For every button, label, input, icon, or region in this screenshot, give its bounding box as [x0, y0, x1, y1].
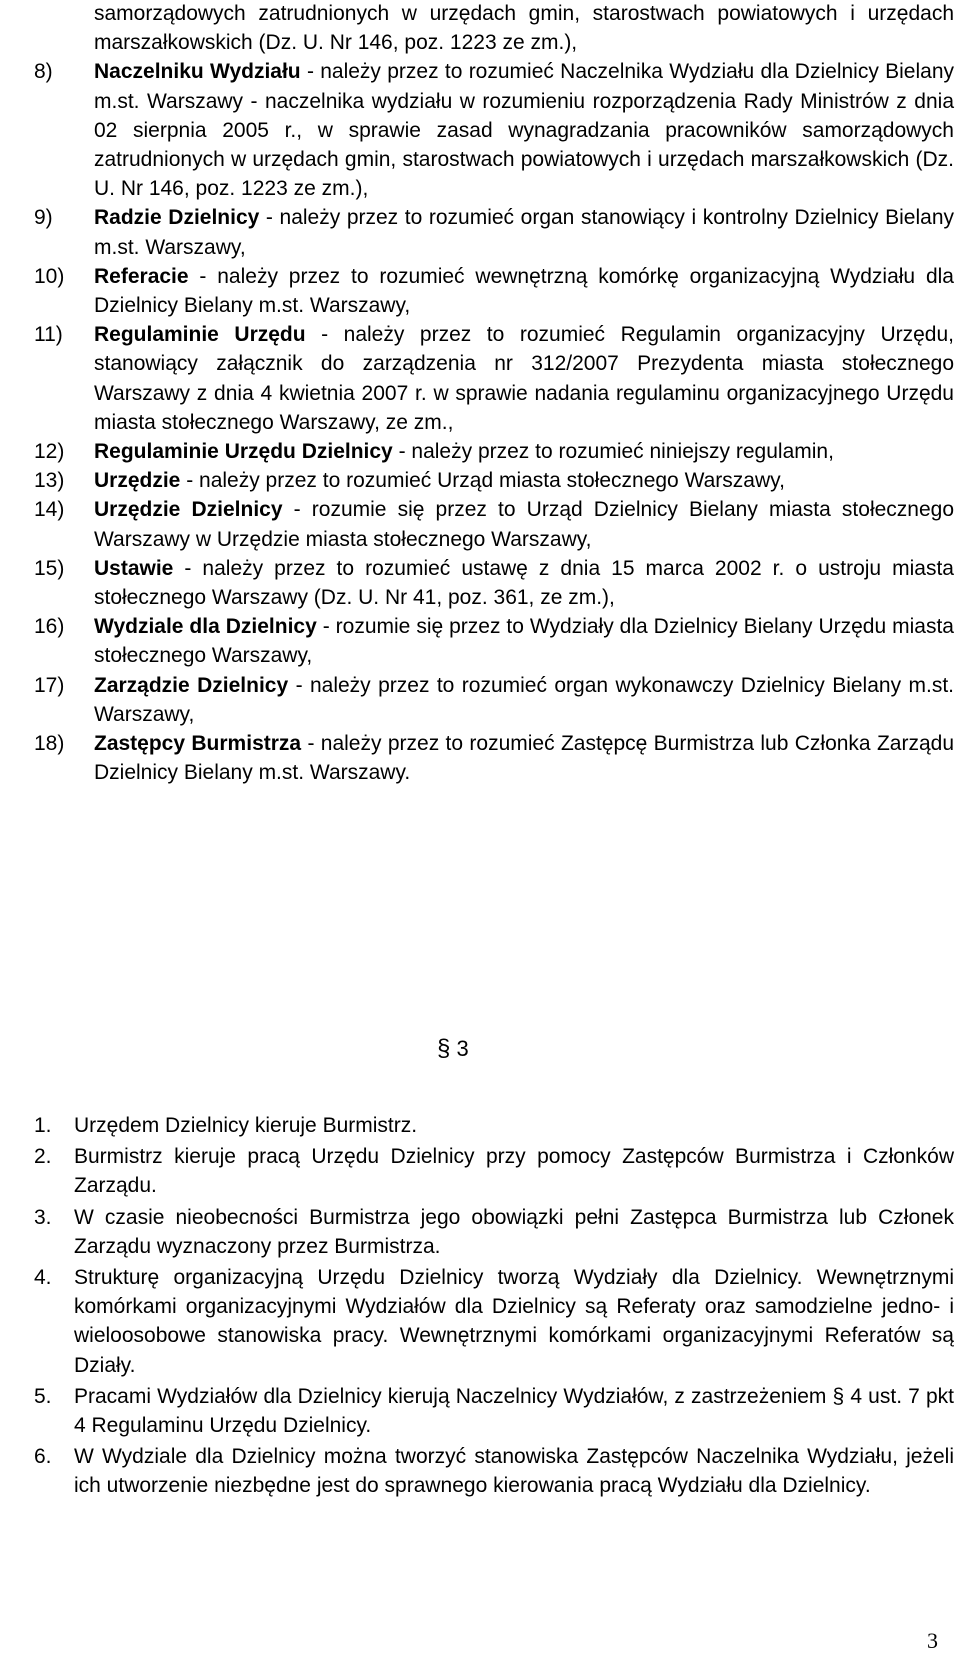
- definition-text: - rozumie się przez to Wydziały dla Dzielnicy Bielany Urzędu miasta stołecznego Warszawy,: [94, 615, 954, 668]
- term: Referacie: [94, 264, 189, 288]
- item-number: 18): [34, 732, 65, 756]
- definition-item: [34, 320, 954, 437]
- item-number: 9): [34, 206, 53, 230]
- term: Zarządzie Dzielnicy: [94, 673, 289, 697]
- item-number: 16): [34, 615, 65, 639]
- paragraph-text: W czasie nieobecności Burmistrza jego obowiązki pełni Zastępca Burmistrza lub Członek Zarządu wyznaczony przez Burmistrza.: [74, 1205, 954, 1258]
- definition-item: [34, 203, 954, 261]
- paragraph-number: 4.: [34, 1266, 52, 1290]
- term: Regulaminie Urzędu: [94, 323, 306, 347]
- term: Naczelniku Wydziału: [94, 60, 301, 84]
- paragraph-number: 2.: [34, 1145, 52, 1169]
- definition-item: [34, 729, 954, 787]
- paragraph-number: 3.: [34, 1205, 52, 1229]
- definition-text: - należy przez to rozumieć organ wykonawczy Dzielnicy Bielany m.st. Warszawy,: [94, 673, 954, 726]
- section-heading: [437, 1035, 469, 1063]
- paragraph-item: [34, 1203, 954, 1261]
- item-number: 15): [34, 556, 65, 580]
- definition-text: - należy przez to rozumieć ustawę z dnia 15 marca 2002 r. o ustroju miasta stołecznego Warszawy (Dz. U. Nr 41, poz. 361, ze zm.),: [94, 556, 954, 610]
- term: Radzie Dzielnicy: [94, 206, 260, 230]
- definition-item: [34, 612, 954, 670]
- term: Regulaminie Urzędu Dzielnicy: [94, 440, 393, 464]
- term: Ustawie: [94, 556, 174, 580]
- item-number: 11): [34, 323, 63, 347]
- definition-text: samorządowych zatrudnionych w urzędach gmin, starostwach powiatowych i urzędach marszałkowskich (Dz. U. Nr 146, poz. 1223 ze zm.),: [94, 2, 954, 55]
- definition-item: [34, 554, 954, 612]
- paragraph-item: [34, 1111, 954, 1140]
- definition-text: - należy przez to rozumieć organ stanowiący i kontrolny Dzielnicy Bielany m.st. Warszawy,: [94, 206, 955, 259]
- paragraph-item: [34, 1263, 954, 1380]
- paragraph-text: Strukturę organizacyjną Urzędu Dzielnicy tworzą Wydziały dla Dzielnicy. Wewnętrznymi komórkami organizacyjnymi Wydziałów dla Dzielnicy są Referaty oraz samodzielne jedno- i wieloosobowe stanowiska pracy. Wewnętrznymi komórkami organizacyjnymi Referatów są Działy.: [74, 1266, 954, 1377]
- paragraph-item: [34, 1382, 954, 1440]
- term: Zastępcy Burmistrza: [94, 732, 302, 756]
- paragraph-text: Urzędem Dzielnicy kieruje Burmistrz.: [74, 1114, 418, 1137]
- item-number: 10): [34, 264, 65, 288]
- item-number: 12): [34, 440, 65, 464]
- paragraph-item: [34, 1142, 954, 1200]
- definition-item: [34, 0, 954, 57]
- definition-text: - rozumie się przez to Urząd Dzielnicy Bielany miasta stołecznego Warszawy w Urzędzie miasta stołecznego Warszawy,: [94, 498, 955, 551]
- item-number: 14): [34, 498, 65, 522]
- paragraph-item: [34, 1442, 954, 1500]
- section-paragraphs: [34, 1111, 954, 1503]
- paragraph-text: W Wydziale dla Dzielnicy można tworzyć stanowiska Zastępców Naczelnika Wydziału, jeżeli ich utworzenie niezbędne jest do sprawnego kierowania pracą Wydziału dla Dzielnicy.: [74, 1445, 954, 1498]
- definition-text: - należy przez to rozumieć Naczelnika Wydziału dla Dzielnicy Bielany m.st. Warszawy - naczelnika wydziału w rozumieniu rozporządzenia Rady Ministrów z dnia 02 sierpnia 2005 r., w sprawie zasad wynagradzania pracowników samorządowych zatrudnionych w urzędach gmin, starostwach powiatowych i urzędach marszałkowskich (Dz. U. Nr 146, poz. 1223 ze zm.),: [94, 60, 955, 201]
- definition-item: [34, 466, 954, 495]
- term: Wydziale dla Dzielnicy: [94, 615, 317, 639]
- definition-item: [34, 495, 954, 553]
- definitions-list: [34, 0, 954, 787]
- item-number: 17): [34, 673, 65, 697]
- paragraph-number: 6.: [34, 1445, 52, 1469]
- section-symbol: §: [437, 1035, 451, 1062]
- section-number: 3: [456, 1036, 469, 1061]
- term: Urzędzie Dzielnicy: [94, 498, 283, 522]
- definition-text: - należy przez to rozumieć Zastępcę Burmistrza lub Członka Zarządu Dzielnicy Bielany m.st. Warszawy.: [94, 732, 954, 785]
- paragraph-text: Pracami Wydziałów dla Dzielnicy kierują Naczelnicy Wydziałów, z zastrzeżeniem § 4 ust. 7 pkt 4 Regulaminu Urzędu Dzielnicy.: [74, 1384, 954, 1438]
- paragraph-text: Burmistrz kieruje pracą Urzędu Dzielnicy przy pomocy Zastępców Burmistrza i Członków Zarządu.: [74, 1145, 954, 1198]
- definition-text: - należy przez to rozumieć wewnętrzną komórkę organizacyjną Wydziału dla Dzielnicy Bielany m.st. Warszawy,: [94, 264, 954, 318]
- page-number: 3: [927, 1628, 938, 1653]
- paragraph-number: 5.: [34, 1384, 52, 1408]
- definition-item: [34, 57, 954, 203]
- definition-text: - należy przez to rozumieć Urząd miasta stołecznego Warszawy,: [180, 469, 785, 493]
- definition-item: [34, 671, 954, 729]
- definition-item: [34, 262, 954, 320]
- definition-item: [34, 437, 954, 466]
- definition-text: - należy przez to rozumieć niniejszy regulamin,: [392, 440, 834, 464]
- definition-text: - należy przez to rozumieć Regulamin organizacyjny Urzędu, stanowiący załącznik do zarządzenia nr 312/2007 Prezydenta miasta stołecznego Warszawy z dnia 4 kwietnia 2007 r. w sprawie nadania regulaminu organizacyjnego Urzędu miasta stołecznego Warszawy, ze zm.,: [94, 323, 954, 434]
- item-number: 8): [34, 60, 53, 84]
- term: Urzędzie: [94, 469, 181, 493]
- paragraph-number: 1.: [34, 1114, 52, 1137]
- item-number: 13): [34, 469, 65, 493]
